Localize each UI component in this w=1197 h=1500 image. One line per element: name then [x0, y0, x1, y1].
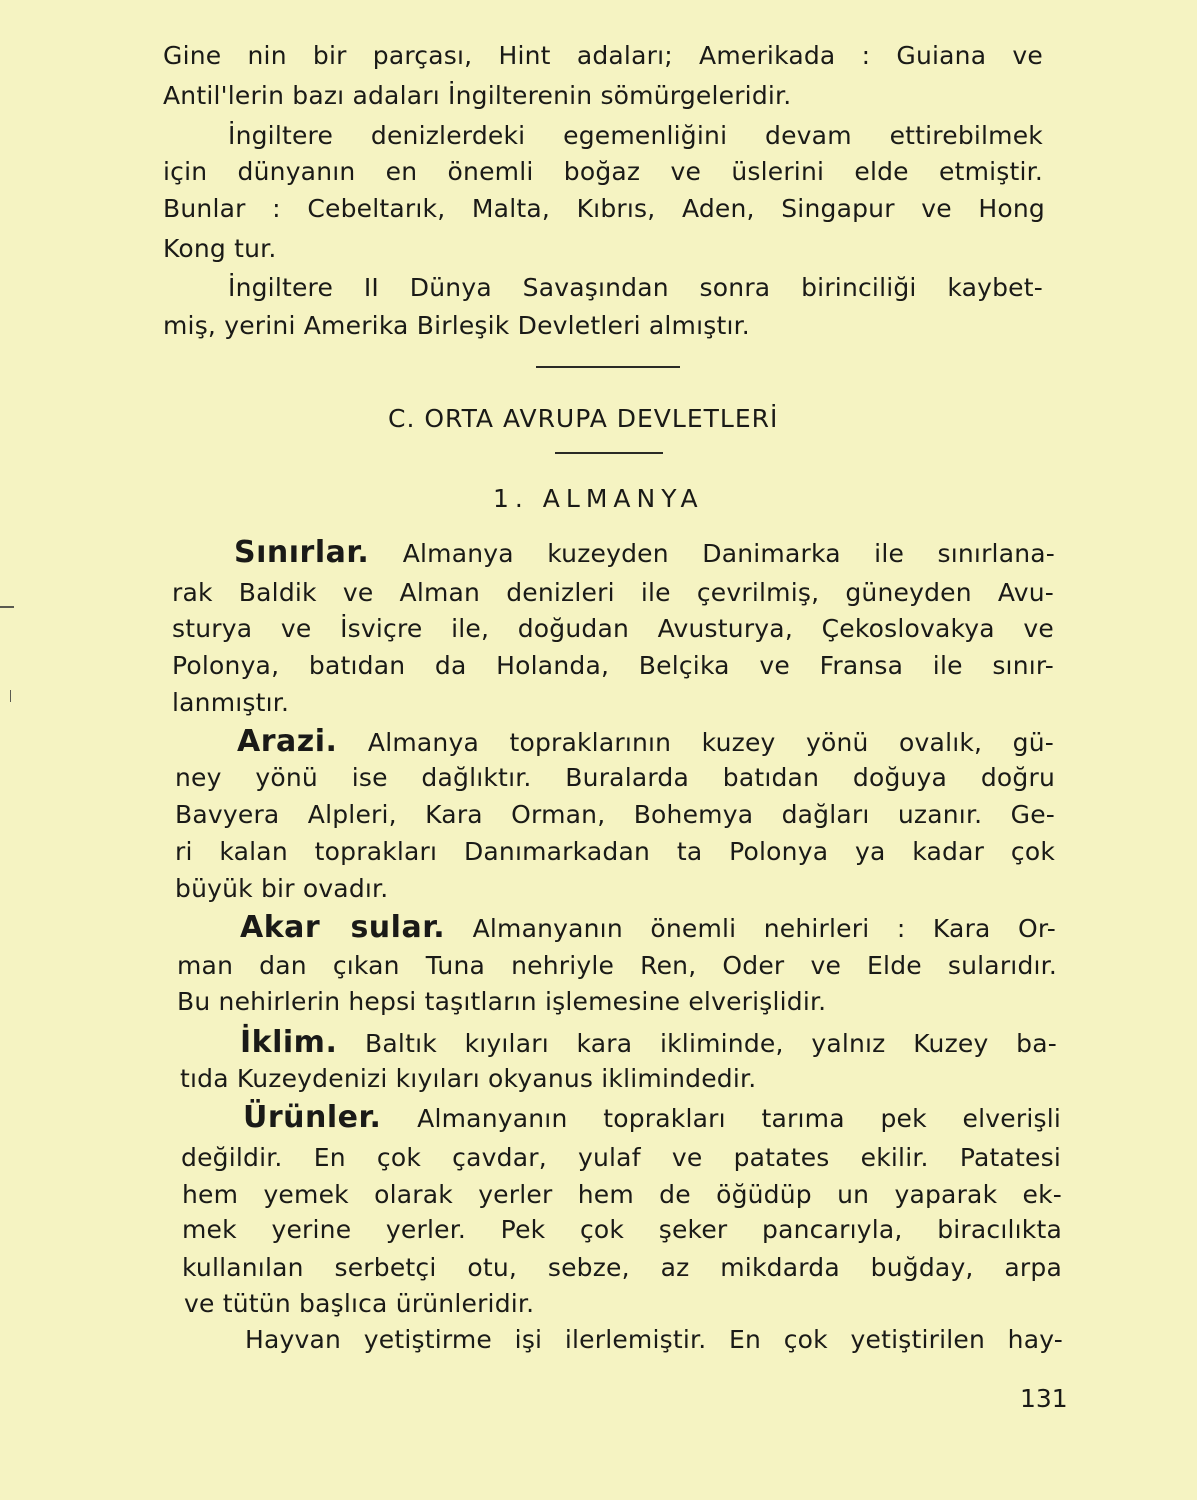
text-line: tıda Kuzeydenizi kıyıları okyanus iklimindedir.	[180, 1064, 757, 1093]
text-line: Bu nehirlerin hepsi taşıtların işlemesine elverişlidir.	[177, 987, 827, 1016]
text-line: miş, yerini Amerika Birleşik Devletleri almıştır.	[163, 311, 750, 340]
text-line: Hayvan yetiştirme işi ilerlemiştir. En çok yetiştirilen hay-	[245, 1325, 1063, 1354]
text-line: değildir. En çok çavdar, yulaf ve patates ekilir. Patatesi	[181, 1143, 1061, 1172]
text-line: lanmıştır.	[172, 688, 290, 717]
page-number: 131	[1020, 1384, 1068, 1413]
scan-edge-mark	[0, 606, 14, 608]
paragraph-term: Akar sular.	[240, 910, 446, 945]
paragraph-text: Almanyanın önemli nehirleri : Kara Or-	[472, 914, 1056, 943]
paragraph-first-line	[237, 724, 1054, 761]
text-line: İngiltere denizlerdeki egemenliğini devam ettirebilmek	[228, 121, 1043, 150]
text-line: için dünyanın en önemli boğaz ve üslerini elde etmiştir.	[163, 157, 1043, 186]
paragraph-first-line	[240, 1025, 1057, 1062]
text-line: kullanılan serbetçi otu, sebze, az mikdarda buğday, arpa	[182, 1253, 1062, 1282]
text-line: Kong tur.	[163, 234, 277, 263]
section-divider	[536, 366, 680, 368]
text-line: rak Baldik ve Alman denizleri ile çevrilmiş, güneyden Avu-	[172, 578, 1054, 607]
text-line: ve tütün başlıca ürünleridir.	[184, 1289, 535, 1318]
scan-edge-mark	[10, 690, 11, 702]
section-subtitle: 1. ALMANYA	[493, 484, 704, 513]
section-title: C. ORTA AVRUPA DEVLETLERİ	[388, 404, 779, 433]
text-line: mek yerine yerler. Pek çok şeker pancarıyla, biracılıkta	[182, 1215, 1062, 1244]
text-line: Polonya, batıdan da Holanda, Belçika ve Fransa ile sınır-	[172, 651, 1054, 680]
paragraph-term: İklim.	[240, 1025, 338, 1060]
paragraph-first-line	[234, 535, 1055, 572]
text-line: ney yönü ise dağlıktır. Buralarda batıdan doğuya doğru	[175, 763, 1055, 792]
paragraph-term: Arazi.	[237, 724, 338, 759]
text-line: Gine nin bir parçası, Hint adaları; Amerikada : Guiana ve	[163, 41, 1043, 70]
paragraph-text: Almanyanın toprakları tarıma pek elverişli	[417, 1104, 1061, 1133]
paragraph-text: Baltık kıyıları kara ikliminde, yalnız Kuzey ba-	[365, 1029, 1057, 1058]
text-line: Bavyera Alpleri, Kara Orman, Bohemya dağları uzanır. Ge-	[175, 800, 1055, 829]
paragraph-first-line	[240, 910, 1056, 947]
text-line: Antil'lerin bazı adaları İngilterenin sömürgeleridir.	[163, 81, 792, 110]
paragraph-term: Sınırlar.	[234, 535, 370, 570]
paragraph-text: Almanya kuzeyden Danimarka ile sınırlana-	[402, 539, 1055, 568]
paragraph-text: Almanya topraklarının kuzey yönü ovalık, gü-	[367, 728, 1054, 757]
text-line: man dan çıkan Tuna nehriyle Ren, Oder ve Elde sularıdır.	[177, 951, 1057, 980]
title-underline	[555, 452, 663, 454]
paragraph-first-line	[243, 1100, 1061, 1137]
text-line: büyük bir ovadır.	[175, 874, 389, 903]
text-line: hem yemek olarak yerler hem de öğüdüp un yaparak ek-	[182, 1180, 1062, 1209]
text-line: İngiltere II Dünya Savaşından sonra birinciliği kaybet-	[228, 273, 1043, 302]
text-line: Bunlar : Cebeltarık, Malta, Kıbrıs, Aden, Singapur ve Hong	[163, 194, 1045, 223]
paragraph-term: Ürünler.	[243, 1100, 382, 1135]
text-line: ri kalan toprakları Danımarkadan ta Polonya ya kadar çok	[175, 837, 1055, 866]
text-line: sturya ve İsviçre ile, doğudan Avusturya, Çekoslovakya ve	[172, 614, 1054, 643]
